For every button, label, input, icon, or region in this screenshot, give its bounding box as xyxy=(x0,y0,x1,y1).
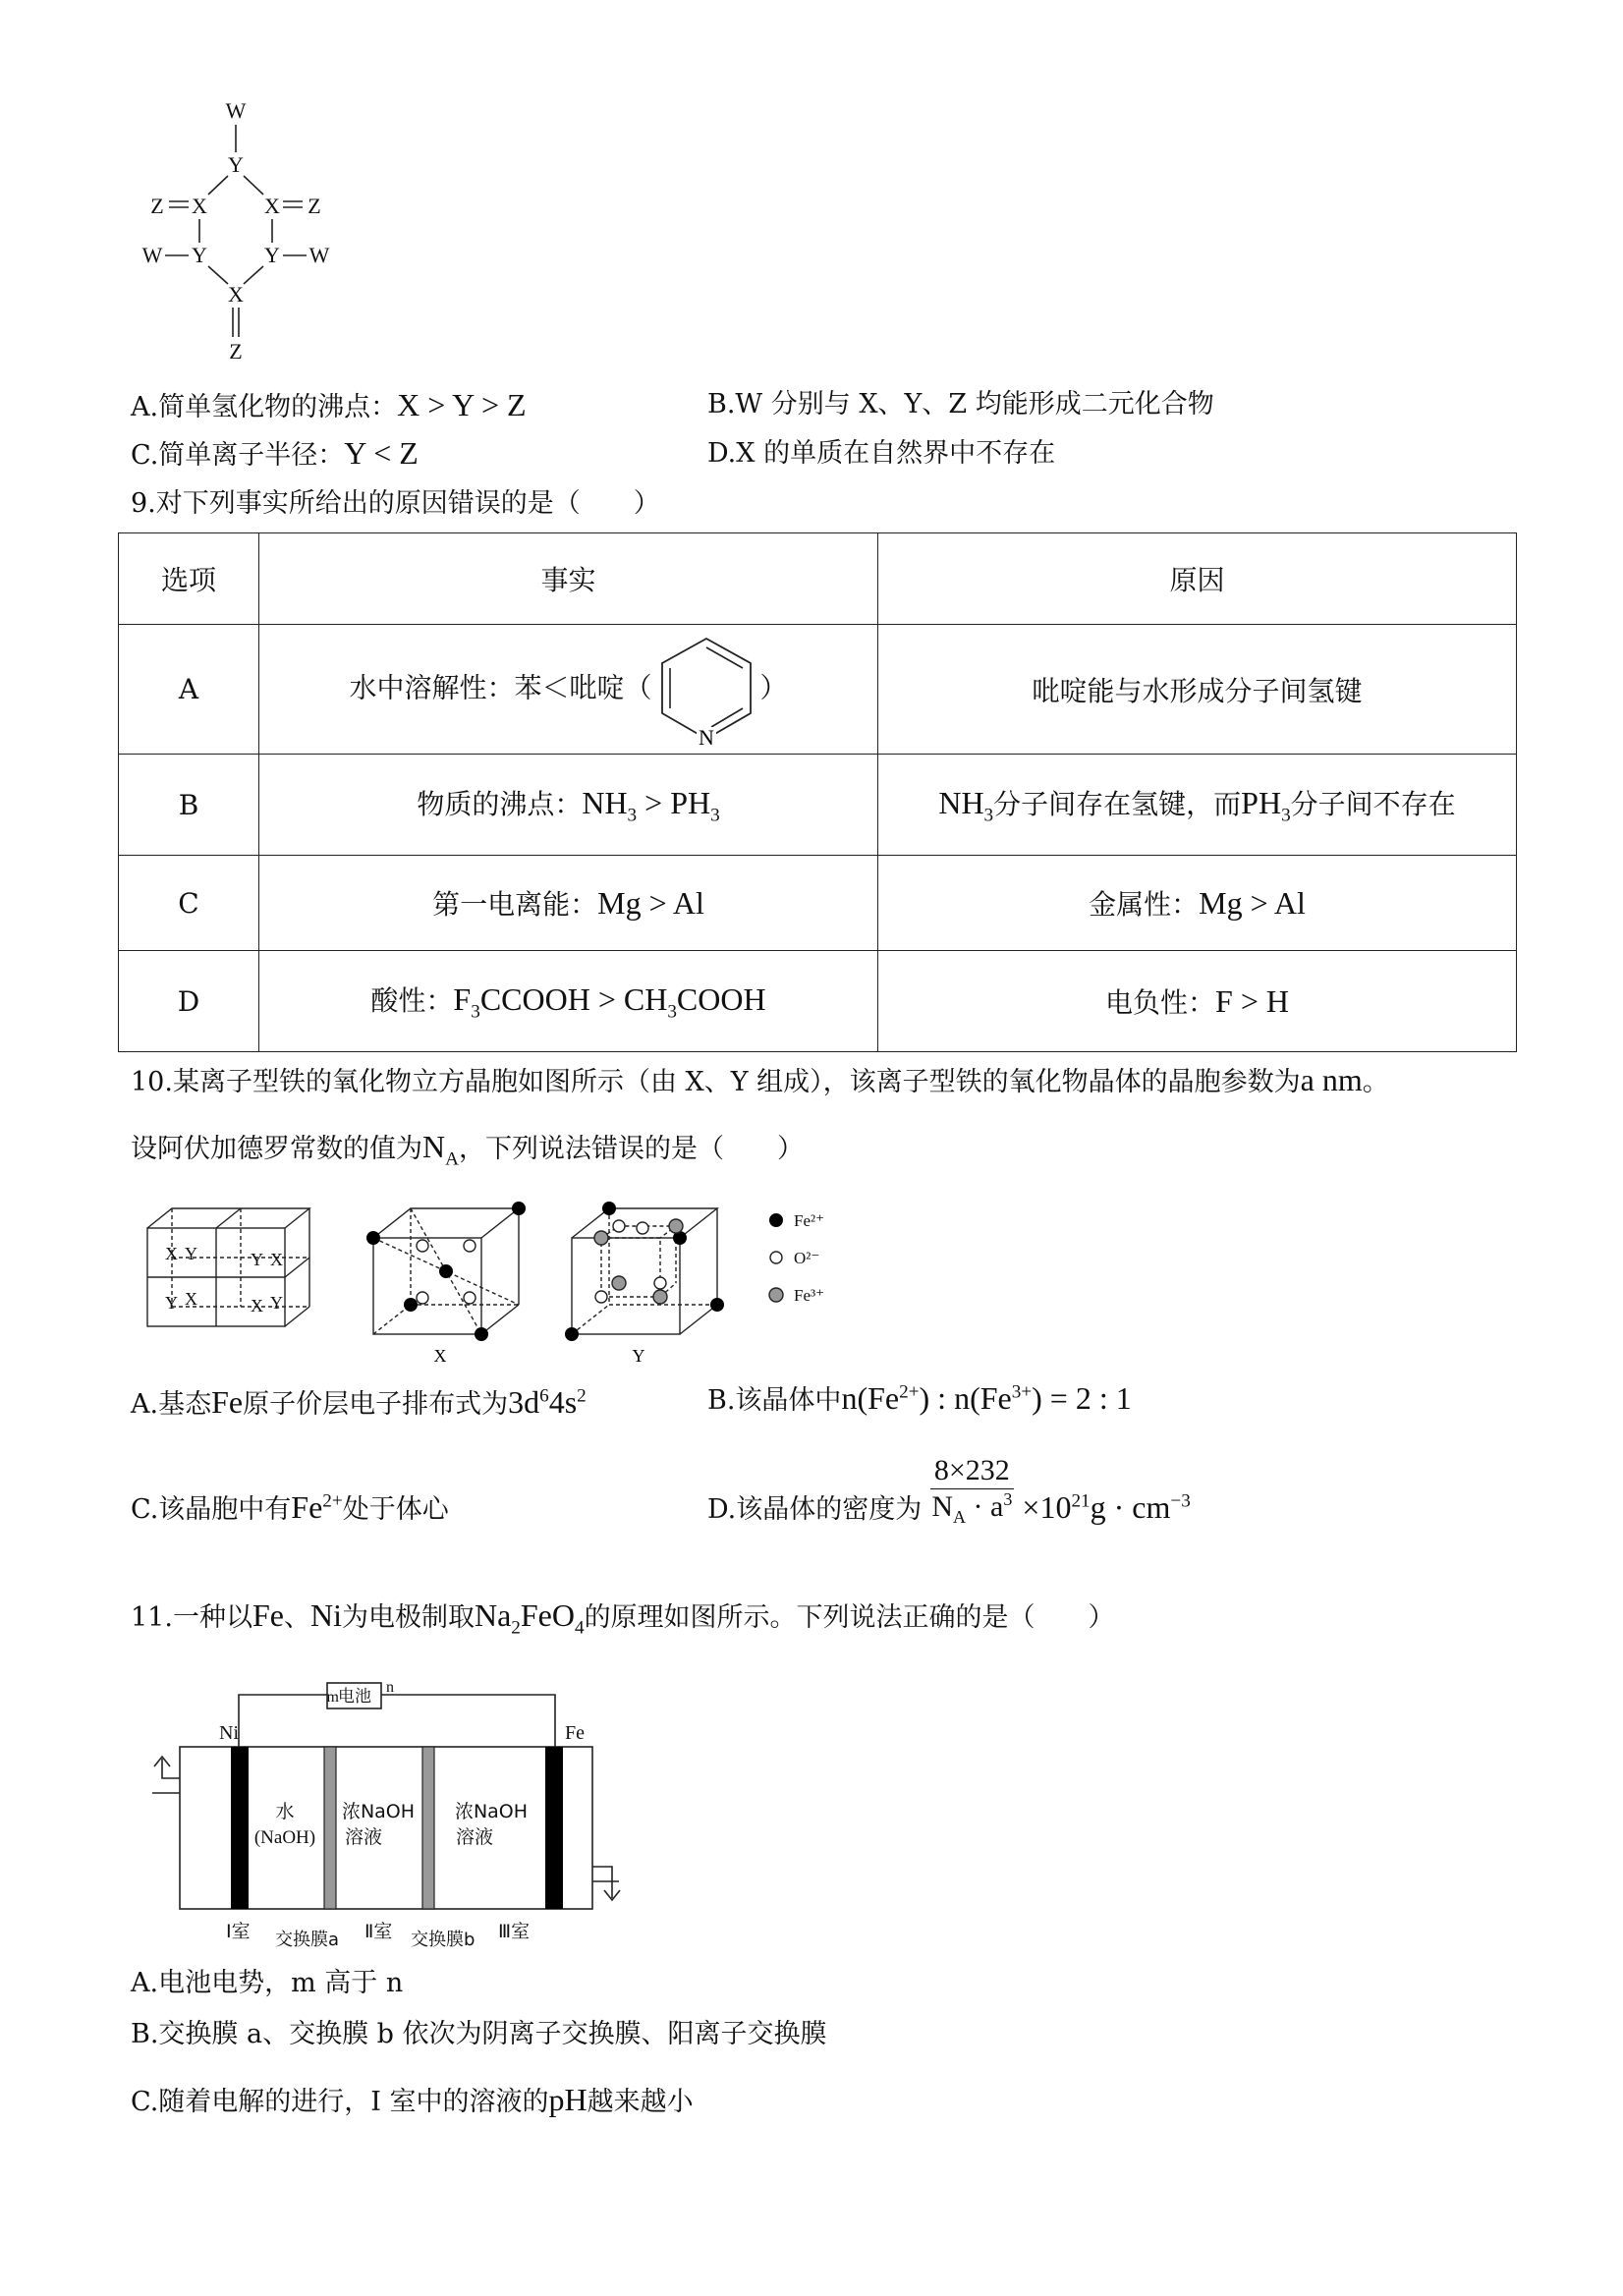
svg-text:O²⁻: O²⁻ xyxy=(794,1249,820,1267)
svg-text:Y: Y xyxy=(251,1250,263,1269)
q9-row-c-fact: 第一电离能：Mg > Al xyxy=(259,856,878,951)
pyridine-ring-icon xyxy=(652,631,760,749)
atom-w-top: W xyxy=(225,98,247,123)
q9-row-d-reason: 电负性：F > H xyxy=(878,951,1517,1052)
q9-row-a-fact: 水中溶解性：苯＜吡啶（ N ） xyxy=(259,625,878,755)
atom-z-right: Z xyxy=(308,194,321,218)
q9-header-fact: 事实 xyxy=(259,533,878,625)
q9-row-b-option: B xyxy=(119,755,259,856)
q9-row-a-option: A xyxy=(119,625,259,755)
crystal-cell-x xyxy=(362,1197,538,1364)
atom-w-right: W xyxy=(308,243,330,267)
svg-text:X: X xyxy=(185,1289,197,1309)
q9-row-d-option: D xyxy=(119,951,259,1052)
molecule-structure-diagram xyxy=(128,93,344,368)
q9-row-a-reason: 吡啶能与水形成分子间氢键 xyxy=(878,625,1517,755)
q11-option-c: C.随着电解的进行，I 室中的溶液的pH越来越小 xyxy=(131,2082,694,2117)
q9-table xyxy=(118,532,1517,1052)
exchange-membrane-a xyxy=(324,1747,336,1909)
crystal-legend xyxy=(764,1206,882,1324)
q9-row-b-reason: $NH_3$分子间存在氢键，而$PH_3$分子间不存在 xyxy=(878,755,1517,856)
svg-text:Y: Y xyxy=(632,1346,645,1364)
atom-y-right: Y xyxy=(264,243,280,267)
crystal-cell-y xyxy=(560,1197,737,1364)
atom-x-right: X xyxy=(264,194,280,218)
svg-text:Fe³⁺: Fe³⁺ xyxy=(794,1286,825,1305)
electrolysis-cell-diagram xyxy=(133,1670,653,1955)
svg-text:溶液: 溶液 xyxy=(455,1826,494,1848)
svg-text:交换膜b: 交换膜b xyxy=(411,1930,476,1950)
svg-text:水: 水 xyxy=(275,1801,295,1822)
svg-text:m: m xyxy=(326,1689,339,1706)
q11-stem: 11.一种以Fe、Ni为电极制取$Na_2FeO_4$的原理如图所示。下列说法正确的是（ ） xyxy=(131,1597,1115,1639)
svg-text:N: N xyxy=(698,724,714,749)
svg-text:Y: Y xyxy=(270,1293,283,1313)
q9-row-c-option: C xyxy=(119,856,259,951)
q11-option-a: A.电池电势，m 高于 n xyxy=(131,1968,404,1998)
ni-electrode xyxy=(231,1747,249,1909)
svg-text:浓NaOH: 浓NaOH xyxy=(454,1801,529,1822)
svg-text:X: X xyxy=(251,1296,263,1316)
svg-text:电池: 电池 xyxy=(338,1687,371,1707)
svg-text:n: n xyxy=(386,1679,394,1696)
svg-text:Ⅱ室: Ⅱ室 xyxy=(364,1921,393,1942)
svg-text:X: X xyxy=(165,1244,178,1263)
svg-text:Ⅲ室: Ⅲ室 xyxy=(498,1921,531,1942)
q10-option-d: D.该晶体的密度为 $\frac{8\times 232}{N_A \cdot a^3}$ $\times 10^{21}g \cdot cm^{-3}$ xyxy=(707,1454,1191,1528)
svg-text:X: X xyxy=(270,1250,283,1269)
svg-text:Fe²⁺: Fe²⁺ xyxy=(794,1211,825,1230)
svg-text:浓NaOH: 浓NaOH xyxy=(341,1801,416,1822)
q10-option-c: C.该晶胞中有$Fe^{2+}$处于体心 xyxy=(131,1489,449,1525)
q9-header-reason: 原因 xyxy=(878,533,1517,625)
q10-stem-line2: 设阿伏加德罗常数的值为$N_A$，下列说法错误的是（ ） xyxy=(131,1129,804,1170)
fe-electrode xyxy=(545,1747,563,1909)
svg-text:X: X xyxy=(433,1346,447,1364)
svg-text:交换膜a: 交换膜a xyxy=(275,1930,340,1950)
atom-x-left: X xyxy=(192,194,207,218)
atom-y-left: Y xyxy=(192,243,207,267)
q10-option-a: A.基态Fe原子价层电子排布式为$3d^64s^2$ xyxy=(131,1384,587,1420)
svg-text:(NaOH): (NaOH) xyxy=(253,1827,316,1848)
q10-stem-line1: 10.某离子型铁的氧化物立方晶胞如图所示（由 X、Y 组成），该离子型铁的氧化物晶体的晶胞参数为a nm。 xyxy=(131,1062,1389,1097)
atom-z-bottom: Z xyxy=(229,339,243,364)
crystal-cell-block-diagram xyxy=(138,1199,314,1331)
svg-text:溶液: 溶液 xyxy=(344,1826,383,1848)
svg-text:Y: Y xyxy=(185,1244,197,1263)
atom-y-top: Y xyxy=(228,152,244,177)
exchange-membrane-b xyxy=(422,1747,434,1909)
q10-option-b: B.该晶体中$n(Fe^{2+})$ : $n(Fe^{3+}) = 2$ : 1 xyxy=(707,1380,1132,1416)
atom-w-left: W xyxy=(141,243,163,267)
q8-option-a: A.简单氢化物的沸点：X > Y > Z xyxy=(131,387,527,422)
q8-option-b: B.W 分别与 X、Y、Z 均能形成二元化合物 xyxy=(707,389,1214,420)
q8-option-d: D.X 的单质在自然界中不存在 xyxy=(707,438,1056,469)
q9-row-c-reason: 金属性：Mg > Al xyxy=(878,856,1517,951)
q9-row-d-fact: 酸性：$F_3CCOOH$ > $CH_3COOH$ xyxy=(259,951,878,1052)
svg-text:Y: Y xyxy=(165,1293,178,1313)
atom-z-left: Z xyxy=(150,194,164,218)
q9-header-option: 选项 xyxy=(119,533,259,625)
svg-text:Fe: Fe xyxy=(565,1722,585,1744)
svg-text:Ⅰ室: Ⅰ室 xyxy=(226,1921,251,1942)
atom-x-bottom: X xyxy=(228,282,244,307)
q9-row-b-fact: 物质的沸点：$NH_3 > PH_3$ xyxy=(259,755,878,856)
svg-text:Ni: Ni xyxy=(219,1722,239,1744)
q9-question: 9.对下列事实所给出的原因错误的是（ ） xyxy=(131,488,660,519)
q8-option-c: C.简单离子半径：Y < Z xyxy=(131,435,419,471)
q11-option-b: B.交换膜 a、交换膜 b 依次为阴离子交换膜、阳离子交换膜 xyxy=(131,2019,827,2049)
